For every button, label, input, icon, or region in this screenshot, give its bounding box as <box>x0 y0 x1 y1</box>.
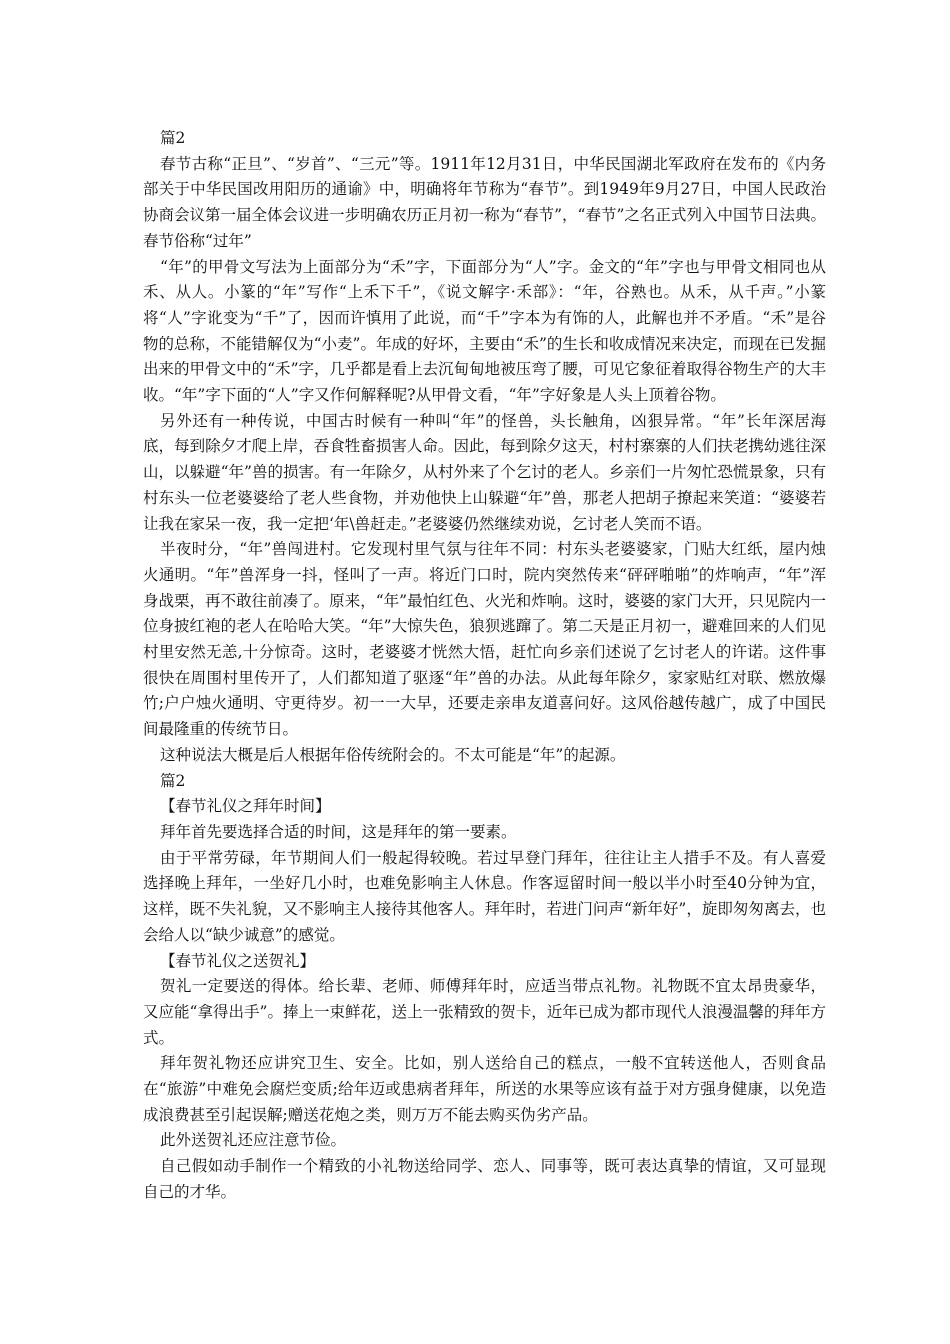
paragraph-gift-thrift: 此外送贺礼还应注意节俭。 <box>160 1131 347 1150</box>
section-heading: 篇2 <box>160 771 186 790</box>
subheading-gifts: 【春节礼仪之送贺礼】 <box>160 951 316 970</box>
paragraph-gift-safety: 拜年贺礼物还应讲究卫生、安全。比如，别人送给自己的糕点，一般不宜转送他人，否则食品在“旅游”中难免会腐烂变质;给年迈或患病者拜年，所送的水果等应该有益于对方强身健康，以免造成浪费甚至引起误解;赠送花炮之类，则万万不能去购买伪劣产品。 <box>143 1054 826 1124</box>
document-page <box>143 126 826 1206</box>
paragraph-nian-beast-legend: 另外还有一种传说，中国古时候有一种叫“年”的怪兽，头长触角，凶狠异常。“年”长年深居海底，每到除夕才爬上岸，吞食牲畜损害人命。因此，每到除夕这天，村村寨寨的人们扶老携幼逃往深山，以躲避“年”兽的损害。有一年除夕，从村外来了个乞讨的老人。乡亲们一片匆忙恐慌景象，只有村东头一位老婆婆给了老人些食物，并劝他快上山躲避“年”兽，那老人把胡子撩起来笑道：“婆婆若让我在家呆一夜，我一定把‘年\兽赶走。”老婆婆仍然继续劝说，乞讨老人笑而不语。 <box>143 411 826 533</box>
paragraph-choose-time: 拜年首先要选择合适的时间，这是拜年的第一要素。 <box>160 822 517 841</box>
paragraph-appropriate-gifts: 贺礼一定要送的得体。给长辈、老师、师傅拜年时，应适当带点礼物。礼物既不宜太昂贵豪华，又应能“拿得出手”。捧上一束鲜花，送上一张精致的贺卡，近年已成为都市现代人浪漫温馨的拜年方式。 <box>143 977 826 1047</box>
subheading-visiting-time: 【春节礼仪之拜年时间】 <box>160 797 331 816</box>
paragraph-origin-of-spring-festival: 春节古称“正旦”、“岁首”、“三元”等。1911年12月31日，中华民国湖北军政府在发布的《内务部关于中华民国改用阳历的通谕》中，明确将年节称为“春节”。到1949年9月27日，中国人民政治协商会议第一届全体会议进一步明确农历正月初一称为“春节”，“春节”之名正式列入中国节日法典。春节俗称“过年” <box>143 154 826 250</box>
paragraph-midnight-nian: 半夜时分，“年”兽闯进村。它发现村里气氛与往年不同：村东头老婆婆家，门贴大红纸，屋内烛火通明。“年”兽浑身一抖，怪叫了一声。将近门口时，院内突然传来“砰砰啪啪”的炸响声，“年”浑身战栗，再不敢往前凑了。原来，“年”最怕红色、火光和炸响。这时，婆婆的家门大开，只见院内一位身披红袍的老人在哈哈大笑。“年”大惊失色，狼狈逃蹿了。第二天是正月初一，避难回来的人们见村里安然无恙,十分惊奇。这时，老婆婆才恍然大悟，赶忙向乡亲们述说了乞讨老人的许诺。这件事很快在周围村里传开了，人们都知道了驱逐“年”兽的办法。从此每年除夕，家家贴红对联、燃放爆竹;户户烛火通明、守更待岁。初一一大早，还要走亲串友道喜问好。这风俗越传越广，成了中国民间最隆重的传统节日。 <box>143 540 826 739</box>
section-heading: 篇2 <box>160 129 186 147</box>
paragraph-visit-duration: 由于平常劳碌，年节期间人们一般起得较晚。若过早登门拜年，往往让主人措手不及。有人喜爱选择晚上拜年，一坐好几小时，也难免影响主人休息。作客逗留时间一般以半小时至40分钟为宜，这样，既不失礼貌，又不影响主人接待其他客人。拜年时，若进门问声“新年好”，旋即匆匆离去，也会给人以“缺少诚意”的感觉。 <box>143 848 826 944</box>
paragraph-oracle-bone-script: “年”的甲骨文写法为上面部分为“禾”字，下面部分为“人”字。金文的“年”字也与甲骨文相同也从禾、从人。小篆的“年”写作“上禾下千”，《说文解字·禾部》：“年，谷熟也。从禾，从千声。”小篆将“人”字讹变为“千”了，因而许慎用了此说，而“千”字本为有饰的人，此解也并不矛盾。“禾”是谷物的总称，不能错解仅为“小麦”。年成的好坏，主要由“禾”的生长和收成情况来决定，而现在已发掘出来的甲骨文中的“禾”字，几乎都是看上去沉甸甸地被压弯了腰，可见它象征着取得谷物生产的大丰收。“年”字下面的“人”字又作何解释呢?从甲骨文看，“年”字好象是人头上顶着谷物。 <box>143 257 826 405</box>
paragraph-legend-conclusion: 这种说法大概是后人根据年俗传统附会的。不太可能是“年”的起源。 <box>160 745 626 764</box>
paragraph-handmade-gift: 自己假如动手制作一个精致的小礼物送给同学、恋人、同事等，既可表达真挚的情谊，又可显现自己的才华。 <box>143 1157 826 1201</box>
